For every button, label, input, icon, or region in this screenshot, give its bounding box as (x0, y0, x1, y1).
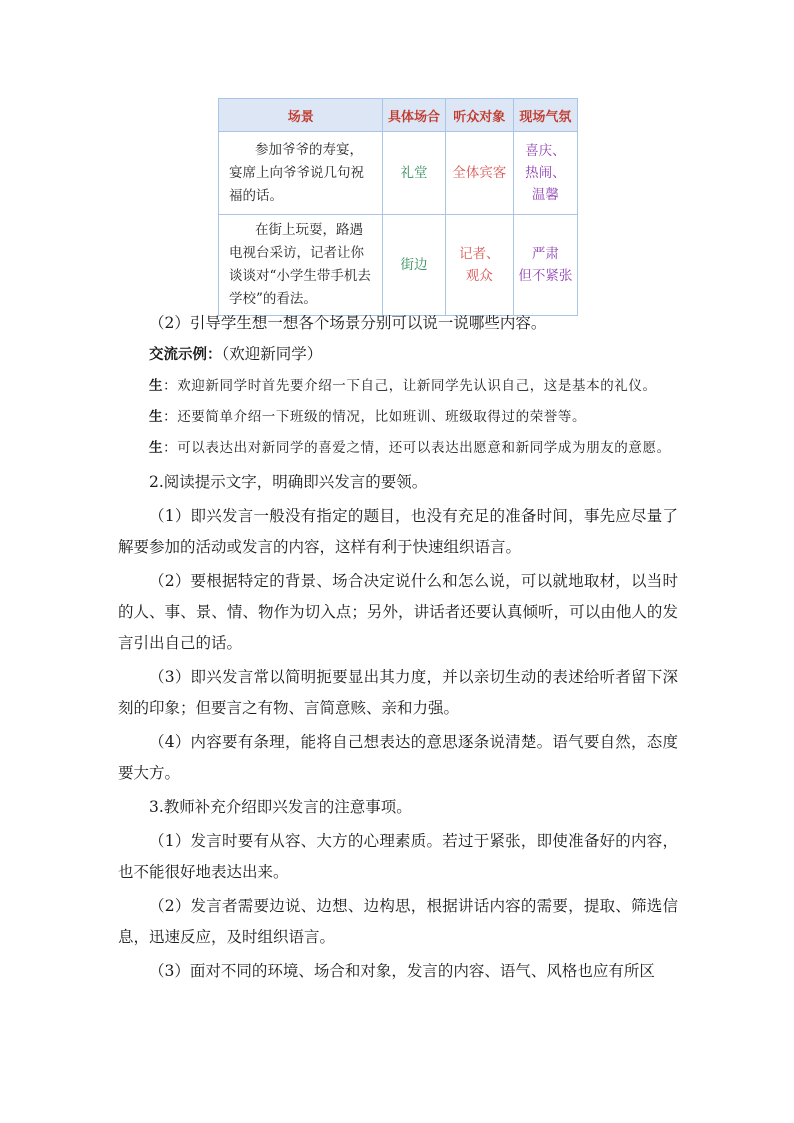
example-heading (118, 339, 678, 371)
scene-cell (219, 132, 383, 215)
scene-text: 参加爷爷的寿宴，宴席上向爷爷说几句祝福的话。 (229, 141, 364, 204)
paragraph: （2）要根据特定的背景、场合决定说什么和怎么说，可以就地取材，以当时的人、事、景、情、物作为切入点；另外，讲话者还要认真倾听，可以由他人的发言引出自己的话。 (118, 572, 678, 652)
header-audience: 听众对象 (445, 99, 513, 132)
scene-cell (219, 215, 383, 316)
audience-cell (445, 215, 513, 316)
example-topic: （欢迎新同学） (221, 345, 323, 363)
audience-line: 观众 (465, 268, 493, 284)
mood-line: 热闹、 (525, 165, 566, 181)
student-text: ：欢迎新同学时首先要介绍一下自己，让新同学先认识自己，这是基本的礼仪。 (163, 378, 657, 394)
mood-line: 但不紧张 (518, 268, 573, 284)
student-line (118, 371, 678, 402)
paragraph: 2.阅读提示文字，明确即兴发言的要领。 (149, 473, 428, 491)
paragraph: （2）引导学生想一想各个场景分别可以说一说哪些内容。 (149, 314, 547, 332)
mood-cell (513, 132, 577, 215)
student-text: ：可以表达出对新同学的喜爱之情，还可以表达出愿意和新同学成为朋友的意愿。 (163, 440, 671, 456)
student-label: 生 (149, 409, 164, 425)
paragraph: 3.教师补充介绍即兴发言的注意事项。 (149, 798, 412, 816)
place-cell: 街边 (383, 215, 445, 316)
mood-line: 温馨 (531, 187, 559, 203)
header-scene: 场景 (219, 99, 383, 132)
student-text: ：还要简单介绍一下班级的情况，比如班训、班级取得过的荣誉等。 (163, 409, 587, 425)
place-cell: 礼堂 (383, 132, 445, 215)
mood-line: 喜庆、 (525, 143, 566, 159)
table-row (219, 132, 578, 215)
paragraph: （3）面对不同的环境、场合和对象，发言的内容、语气、风格也应有所区 (149, 962, 655, 980)
body-text (118, 308, 678, 987)
paragraph: （4）内容要有条理，能将自己想表达的意思逐条说清楚。语气要自然，态度要大方。 (118, 733, 678, 782)
example-label: 交流示例： (149, 347, 222, 363)
mood-line: 严肃 (531, 246, 559, 262)
mood-cell (513, 215, 577, 316)
scene-table (218, 98, 578, 316)
paragraph: （3）即兴发言常以简明扼要显出其力度，并以亲切生动的表述给听者留下深刻的印象；但要言之有物、言简意赅、亲和力强。 (118, 668, 678, 717)
student-line (118, 402, 678, 433)
paragraph: （1）发言时要有从容、大方的心理素质。若过于紧张，即使准备好的内容，也不能很好地表达出来。 (118, 832, 678, 881)
paragraph: （2）发言者需要边说、边想、边构思，根据讲话内容的需要，提取、筛选信息，迅速反应，及时组织语言。 (118, 897, 678, 946)
audience-line: 记者、 (458, 246, 500, 262)
student-label: 生 (149, 440, 164, 456)
scene-text: 在街上玩耍，路遇电视台采访，记者让你谈谈对“小学生带手机去学校”的看法。 (229, 222, 371, 307)
student-label: 生 (149, 378, 164, 394)
header-mood: 现场气氛 (513, 99, 577, 132)
audience-cell: 全体宾客 (445, 132, 513, 215)
table-row (219, 215, 578, 316)
paragraph: （1）即兴发言一般没有指定的题目，也没有充足的准备时间，事先应尽量了解要参加的活动或发言的内容，这样有利于快速组织语言。 (118, 507, 678, 556)
header-place: 具体场合 (383, 99, 445, 132)
table-header-row (219, 99, 578, 132)
student-line (118, 433, 678, 464)
